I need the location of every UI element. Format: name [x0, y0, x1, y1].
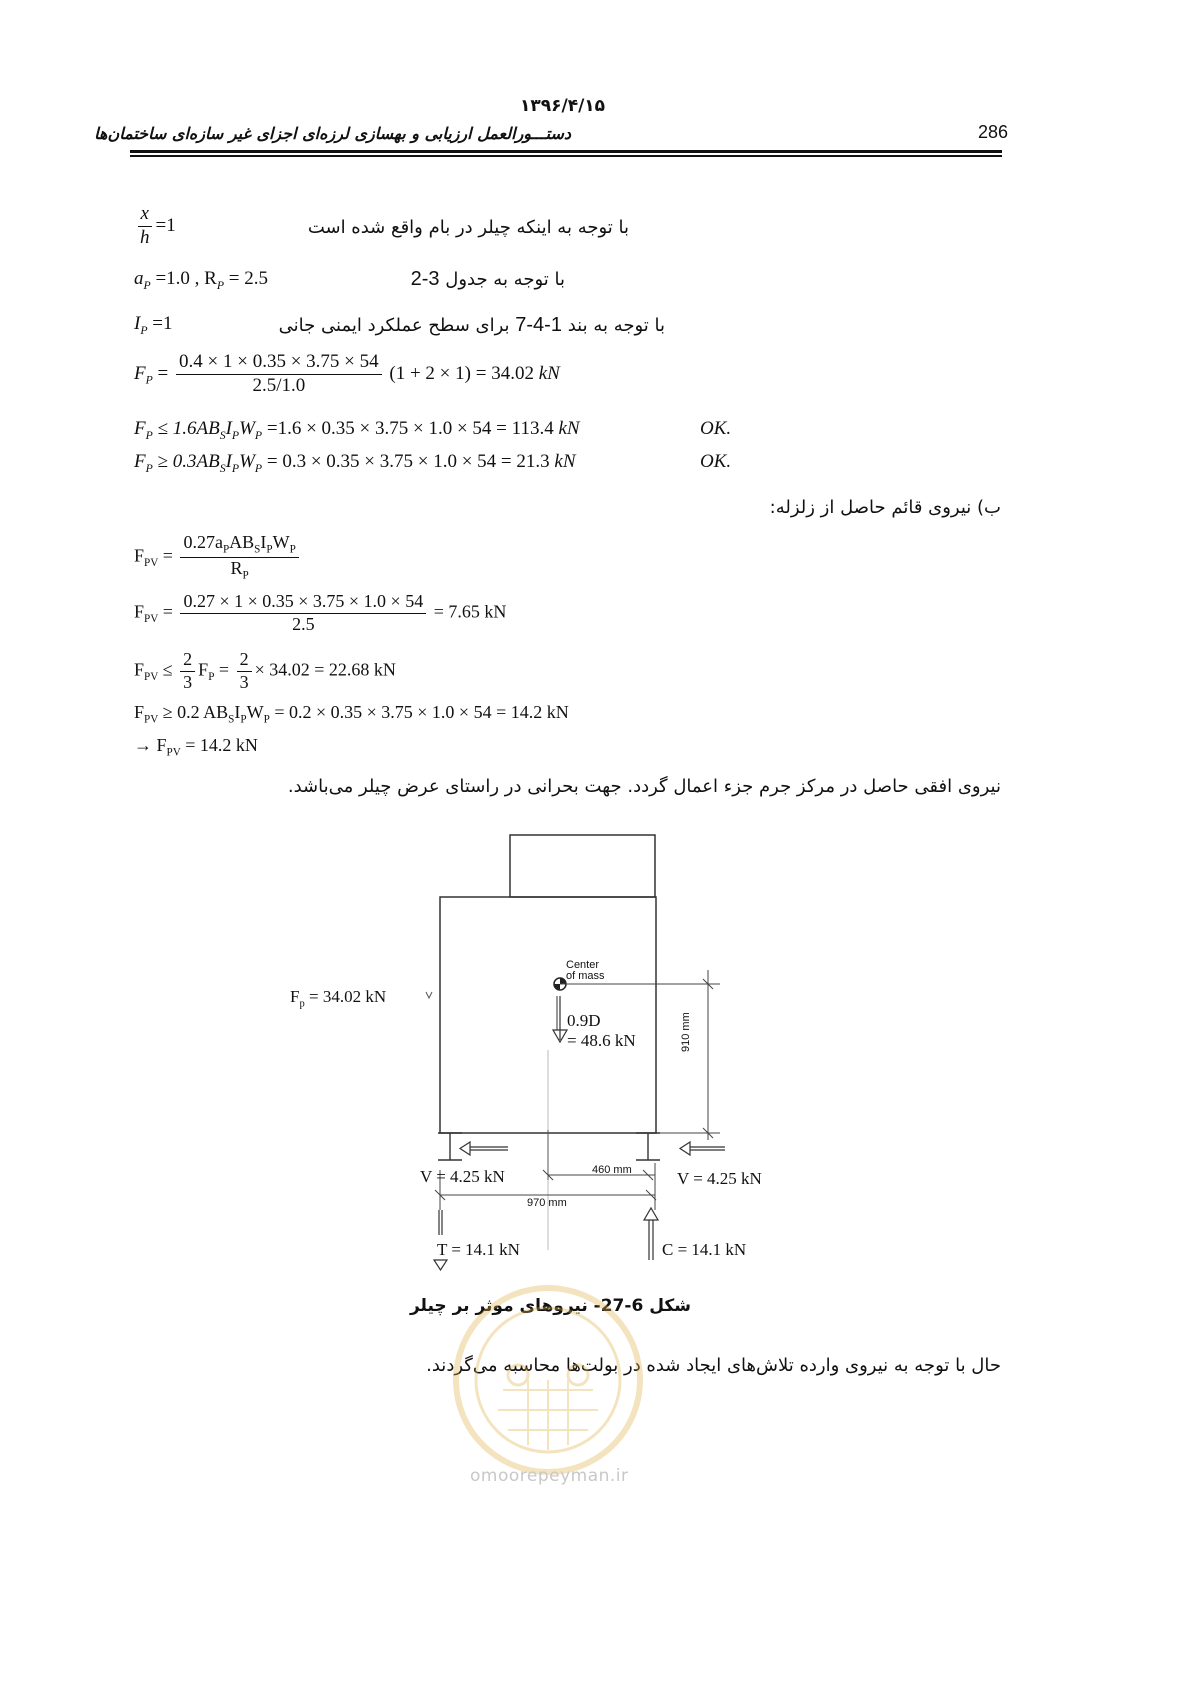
page-number: 286	[978, 122, 1009, 142]
tension-label: T = 14.1 kN	[437, 1240, 520, 1259]
ok-2: OK.	[700, 451, 732, 472]
eq-fp-lower: $F_P \ge 0.3AB_SI_PW_P = 0.3 \times 0.35 \times 3.75 \times 1.0 \times 54 = 21.3$ kN	[134, 451, 576, 475]
shear-left-label: V = 4.25 kN	[420, 1167, 505, 1186]
eq-fpv-value: $F_{PV}$ = $\frac{0.27 \times 1 \times 0.35 \times 3.75 \times 1.0 \times 54}{2.5}$ = 7.65 kN	[134, 591, 507, 634]
shear-right-label: V = 4.25 kN	[677, 1169, 762, 1188]
eq-fpv-result: → $F_{PV} = 14.2$ kN	[134, 735, 258, 759]
right-support-beam	[636, 1133, 660, 1160]
chiller-diagram	[280, 830, 800, 1280]
watermark-seal	[448, 1280, 648, 1480]
dim-970-label: 970 mm	[527, 1197, 567, 1209]
shear-arrow-right	[680, 1142, 725, 1155]
eq-x-over-h: $\frac{x}{h}$ =1	[134, 204, 176, 249]
center-of-mass-label: Center of mass	[566, 959, 605, 982]
compression-label: C = 14.1 kN	[662, 1240, 747, 1259]
fp-label: $F_p = 34.02$ kN	[290, 987, 387, 1010]
dim-460-label: 460 mm	[592, 1164, 632, 1176]
header-title: دستـــورالعمل ارزیابی و بهسازی لرزه‌ای اجزای غیر سازه‌ای ساختمان‌ها	[94, 124, 571, 143]
shear-arrow-left	[460, 1142, 508, 1155]
line2-text: با توجه به جدول 2-3	[410, 268, 565, 290]
paragraph-horizontal-force: نیروی افقی حاصل در مرکز جرم جزء اعمال گردد. جهت بحرانی در راستای عرض چیلر می‌باشد.	[287, 776, 1001, 797]
ok-1: OK.	[700, 418, 732, 439]
line1-text: با توجه به اینکه چیلر در بام واقع شده است	[307, 217, 629, 238]
eq-fpv-lower: $F_{PV} \ge 0.2$ $AB_SI_PW_P = 0.2 \times 0.35 \times 3.75 \times 1.0 \times 54 = 14.2$ kN	[134, 702, 569, 726]
figure-caption: شکل 6-27- نیروهای موثر بر چیلر	[409, 1296, 691, 1316]
eq-fpv-formula: $F_{PV}$ = $\frac{0.27a_PAB_SI_PW_P}{R_P}$	[134, 533, 302, 582]
eq-ap-rp: $a_P =1.0$ , $R_P = 2.5$	[134, 268, 268, 292]
line3-text: با توجه به بند 7-4-1 برای سطح عملکرد ایمنی جانی	[278, 314, 665, 336]
header-rule-thin	[130, 155, 1002, 157]
header-rule-thick	[130, 150, 1002, 153]
paragraph-bolt-forces: حال با توجه به نیروی وارده تلاش‌های ایجاد شده در بولت‌ها محاسبه می‌گردند.	[426, 1355, 1001, 1376]
section-b-heading: ب) نیروی قائم حاصل از زلزله:	[769, 497, 1001, 518]
eq-ip: $I_P =1$	[134, 313, 173, 337]
eq-fp-upper: $F_P \le 1.6AB_SI_PW_P =1.6 \times 0.35 \times 3.75 \times 1.0 \times 54 = 113.4$ kN	[134, 418, 580, 442]
left-support-beam	[438, 1133, 462, 1160]
eq-fp: $F_P$ = $\frac{0.4 \times 1 \times 0.35 \times 3.75 \times 54}{2.5/1.0}$ (1 + 2 × 1) = 34.02 kN	[134, 351, 560, 396]
header-date: ۱۳۹۶/۴/۱۵	[520, 96, 606, 116]
compression-arrow	[644, 1208, 658, 1260]
dim-910-label: 910 mm	[680, 1012, 692, 1052]
watermark-url: omoorepeyman.ir	[470, 1466, 629, 1486]
dead-load-label: 0.9D = 48.6 kN	[567, 1011, 636, 1050]
chiller-top-box	[510, 835, 655, 897]
eq-fpv-upper: $F_{PV}$ ≤ $\frac{2}{3}$ $F_P$ = $\frac{2}{3}$ × 34.02 = 22.68 kN	[134, 649, 396, 692]
